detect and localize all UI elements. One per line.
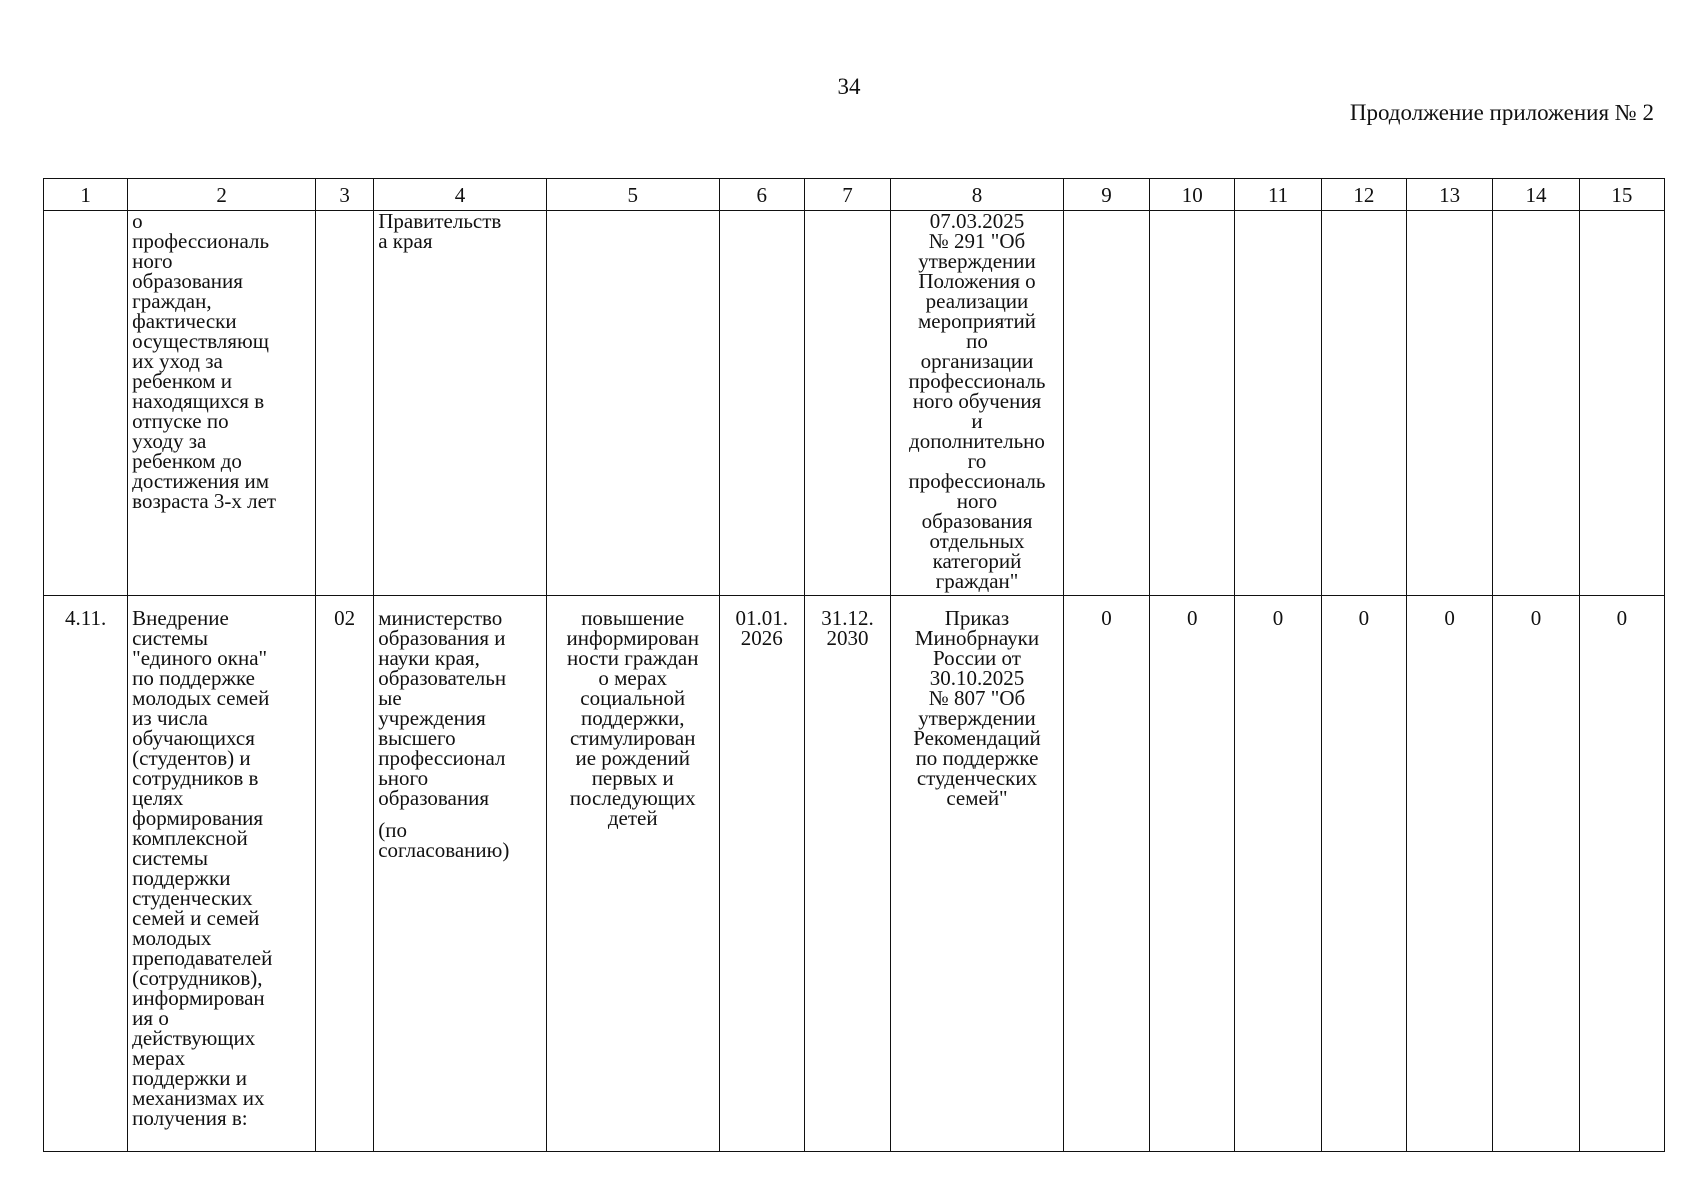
col-header-1: 1 [44,179,128,211]
cell-activity: о профессиональ ного образования граждан, фактически осуществляющ их уход за ребенком и находящихся в отпуске по уходу за ребенком до достижения им возраста 3-х лет [128,211,316,596]
cell-number [44,211,128,596]
cell-code [315,211,373,596]
col-header-13: 13 [1406,179,1492,211]
responsible-text: министерство образования и науки края, образовательн ые учреждения высшего профессионал ьного образования [378,606,507,810]
cell-value-9: 0 [1063,596,1149,1152]
continuation-label: Продолжение приложения № 2 [1349,100,1654,125]
cell-responsible [374,596,547,1152]
cell-value-9 [1063,211,1149,596]
col-header-9: 9 [1063,179,1149,211]
col-header-5: 5 [546,179,719,211]
col-header-10: 10 [1150,179,1235,211]
cell-start-date: 01.01. 2026 [719,596,804,1152]
cell-result: повышение информирован ности граждан о мерах социальной поддержки, стимулирован ие рождений первых и последующих детей [546,596,719,1152]
table-row-4-11 [44,596,1665,1152]
cell-value-10: 0 [1150,596,1235,1152]
cell-number: 4.11. [44,596,128,1152]
cell-value-13 [1406,211,1492,596]
col-header-8: 8 [891,179,1064,211]
cell-legal-act: Приказ Минобрнауки России от 30.10.2025 № 807 "Об утверждении Рекомендаций по поддержке студенческих семей" [891,596,1064,1152]
table-row-continued [44,211,1665,596]
col-header-6: 6 [719,179,804,211]
col-header-2: 2 [128,179,316,211]
cell-value-11: 0 [1235,596,1321,1152]
cell-activity: Внедрение системы "единого окна" по поддержке молодых семей из числа обучающихся (студентов) и сотрудников в целях формирования комплексной системы поддержки студенческих семей и семей молодых преподавателей (сотрудников), информирован ия о действующих мерах поддержки и механизмах их получения в: [128,596,316,1152]
activities-table [43,178,1665,1152]
col-header-14: 14 [1493,179,1579,211]
cell-value-14: 0 [1493,596,1579,1152]
cell-end-date [804,211,890,596]
cell-legal-act: 07.03.2025 № 291 "Об утверждении Положения о реализации мероприятий по организации профессиональ ного обучения и дополнительно го профессиональ ного образования отдельных категорий граждан" [891,211,1064,596]
col-header-11: 11 [1235,179,1321,211]
cell-code: 02 [315,596,373,1152]
cell-result [546,211,719,596]
cell-value-13: 0 [1406,596,1492,1152]
col-header-12: 12 [1321,179,1406,211]
page-number: 34 [837,74,861,99]
col-header-15: 15 [1579,179,1664,211]
cell-value-11 [1235,211,1321,596]
responsible-note: (по согласованию) [378,818,510,862]
col-header-3: 3 [315,179,373,211]
col-header-7: 7 [804,179,890,211]
col-header-4: 4 [374,179,547,211]
cell-end-date: 31.12. 2030 [804,596,890,1152]
cell-value-15 [1579,211,1664,596]
cell-value-15: 0 [1579,596,1664,1152]
cell-start-date [719,211,804,596]
cell-responsible: Правительств а края [374,211,547,596]
cell-value-10 [1150,211,1235,596]
column-numbers-row [44,179,1665,211]
cell-value-12: 0 [1321,596,1406,1152]
cell-value-12 [1321,211,1406,596]
cell-value-14 [1493,211,1579,596]
